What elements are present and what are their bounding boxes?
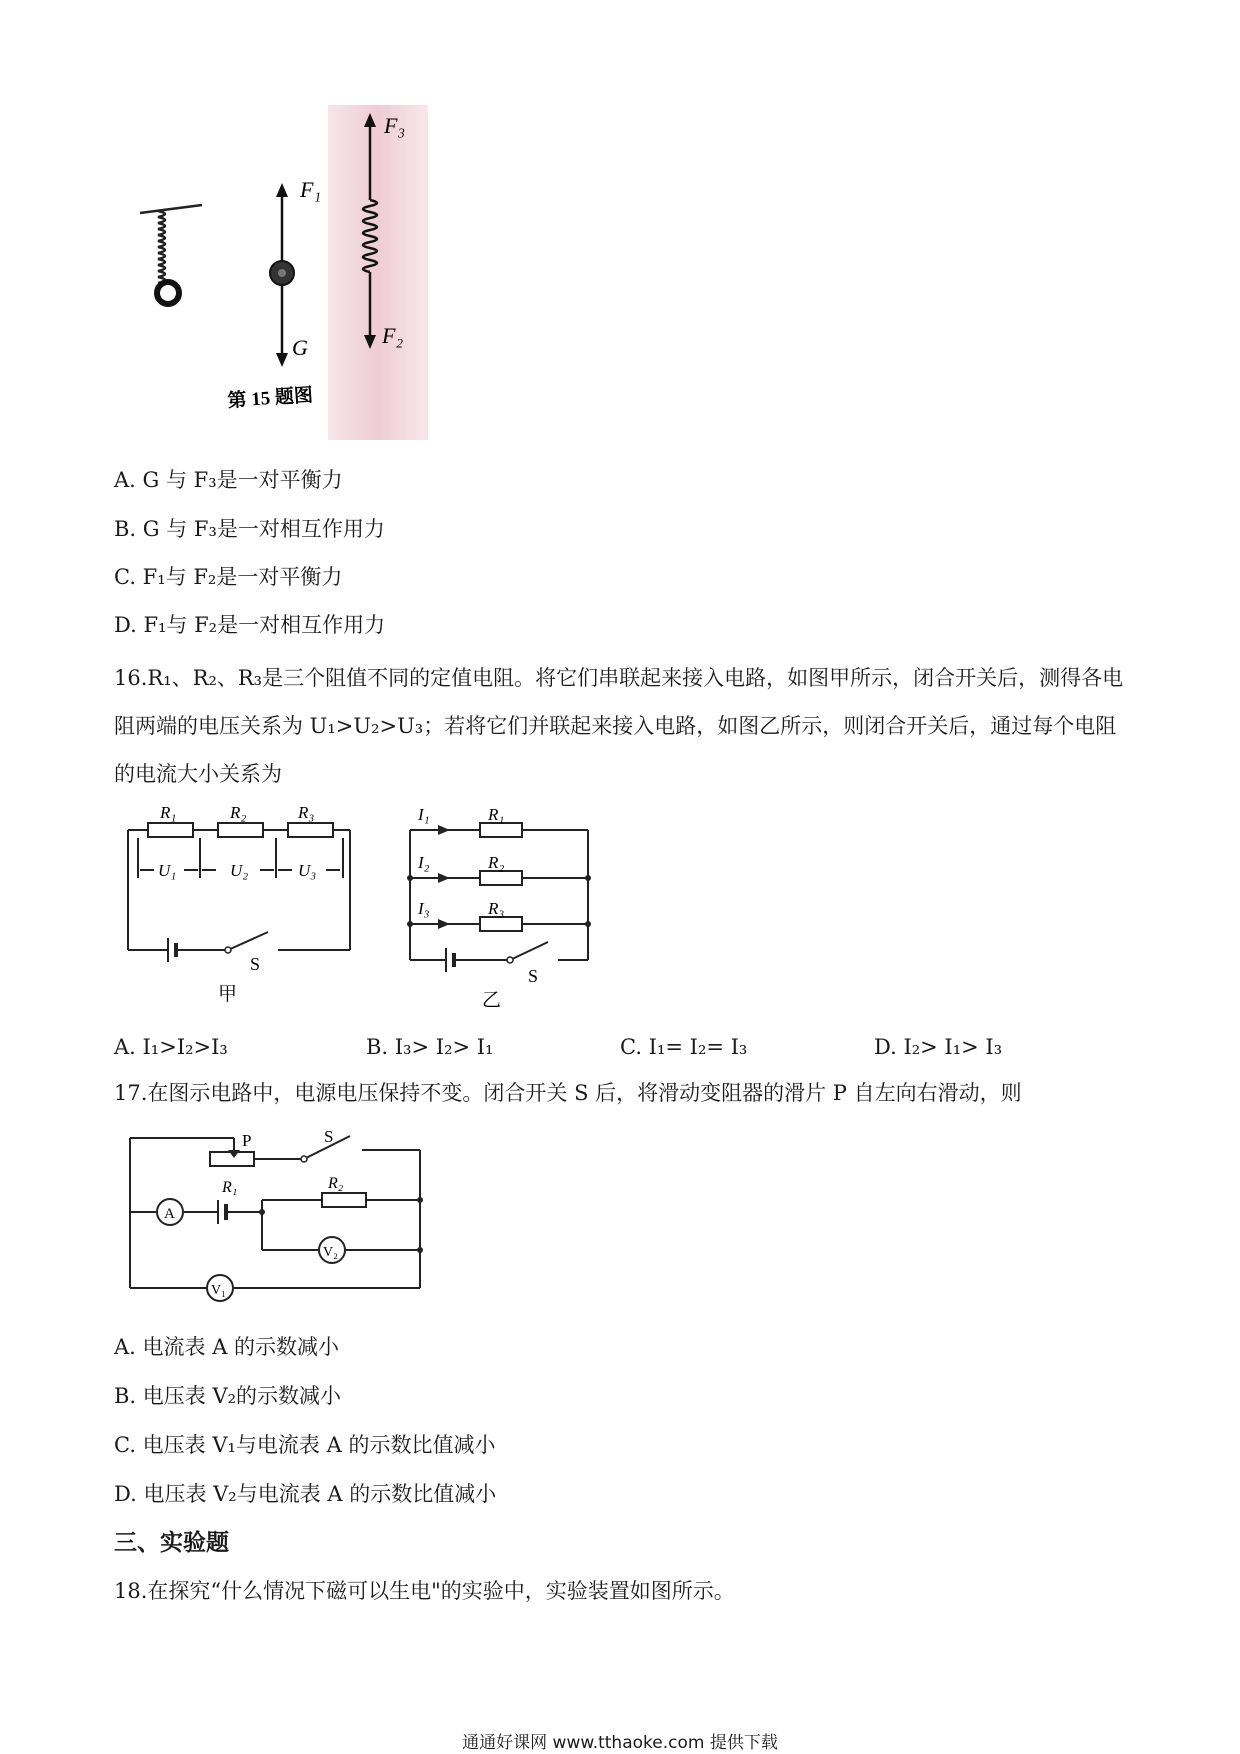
photo-background	[328, 105, 428, 440]
label-f2: F₂	[382, 323, 404, 348]
q15-option-b[interactable]: B. G 与 F₃是一对相互作用力	[114, 517, 385, 541]
label-switch: S	[250, 954, 261, 974]
ball-force-diagram	[270, 183, 294, 367]
label-r2: R₂	[328, 1175, 344, 1192]
series-circuit	[118, 800, 358, 1010]
label-f3: F₃	[384, 113, 406, 138]
label-u2: U₂	[230, 861, 249, 880]
q15-figure	[130, 105, 430, 440]
hanging-spring	[140, 205, 202, 285]
label-u1: U₁	[158, 861, 177, 880]
label-f1: F₁	[300, 177, 322, 202]
q15-option-c[interactable]: C. F₁与 F₂是一对平衡力	[114, 565, 343, 589]
q17-question-text: 17.在图示电路中，电源电压保持不变。闭合开关 S 后，将滑动变阻器的滑片 P 自左向右滑动，则	[114, 1081, 1022, 1105]
ammeter-a: A	[164, 1206, 175, 1222]
q16-figure-jia	[118, 800, 358, 1010]
label-r2: R₂	[230, 803, 247, 822]
q17-option-d[interactable]: D. 电压表 V₂与电流表 A 的示数比值减小	[114, 1482, 497, 1506]
label-switch: S	[528, 966, 539, 986]
q16-question-text: 16.R₁、R₂、R₃是三个阻值不同的定值电阻。将它们串联起来接入电路，如图甲所示，闭合开关后，测得各电阻两端的电压关系为 U₁>U₂>U₃；若将它们并联起来接入电路，如图乙所示，则闭合开关后，通过每个电阻的电流大小关系为	[114, 666, 1124, 786]
ball	[157, 282, 179, 304]
q17-option-b[interactable]: B. 电压表 V₂的示数减小	[114, 1384, 342, 1408]
voltmeter-v2: V₂	[323, 1245, 338, 1260]
label-i3: I₃	[418, 899, 430, 918]
q16-option-c[interactable]: C. I₁= I₂= I₃	[620, 1035, 748, 1059]
label-r1: R₁	[160, 803, 177, 822]
section-heading: 三、实验题	[114, 1530, 229, 1556]
page-footer: 通通好课网 www.tthaoke.com 提供下载	[462, 1733, 778, 1753]
rheostat-circuit	[122, 1128, 432, 1306]
label-r1: R₁	[222, 1179, 238, 1196]
q16-figure-yi	[398, 800, 608, 1015]
q16-option-d[interactable]: D. I₂> I₁> I₃	[874, 1035, 1003, 1059]
label-u3: U₃	[298, 861, 317, 880]
label-g: G	[292, 335, 308, 360]
figure-caption-yi: 乙	[482, 990, 502, 1011]
q17-option-a[interactable]: A. 电流表 A 的示数减小	[114, 1335, 340, 1359]
label-i1: I₁	[418, 805, 430, 824]
q16-option-b[interactable]: B. I₃> I₂> I₁	[366, 1035, 494, 1059]
q15-option-d[interactable]: D. F₁与 F₂是一对相互作用力	[114, 613, 386, 637]
figure-caption-jia: 甲	[218, 984, 238, 1005]
q15-option-a[interactable]: A. G 与 F₃是一对平衡力	[114, 468, 343, 492]
label-r1: R₁	[488, 805, 505, 824]
parallel-circuit	[398, 800, 608, 1015]
slider-p-arrow	[228, 1150, 240, 1158]
figure-caption: 第 15 题图	[226, 385, 314, 412]
label-p: P	[242, 1131, 252, 1150]
q18-question-text: 18.在探究“什么情况下磁可以生电"的实验中，实验装置如图所示。	[114, 1579, 735, 1603]
label-r3: R₃	[298, 803, 315, 822]
q17-option-c[interactable]: C. 电压表 V₁与电流表 A 的示数比值减小	[114, 1433, 496, 1457]
label-s: S	[324, 1128, 334, 1146]
label-i2: I₂	[418, 853, 430, 872]
spring-force-diagram	[130, 105, 430, 440]
voltmeter-v1: V₁	[211, 1283, 226, 1298]
label-r3: R₃	[488, 899, 505, 918]
label-r2: R₂	[488, 853, 505, 872]
q16-option-a[interactable]: A. I₁>I₂>I₃	[114, 1035, 228, 1059]
q17-figure	[122, 1128, 432, 1306]
